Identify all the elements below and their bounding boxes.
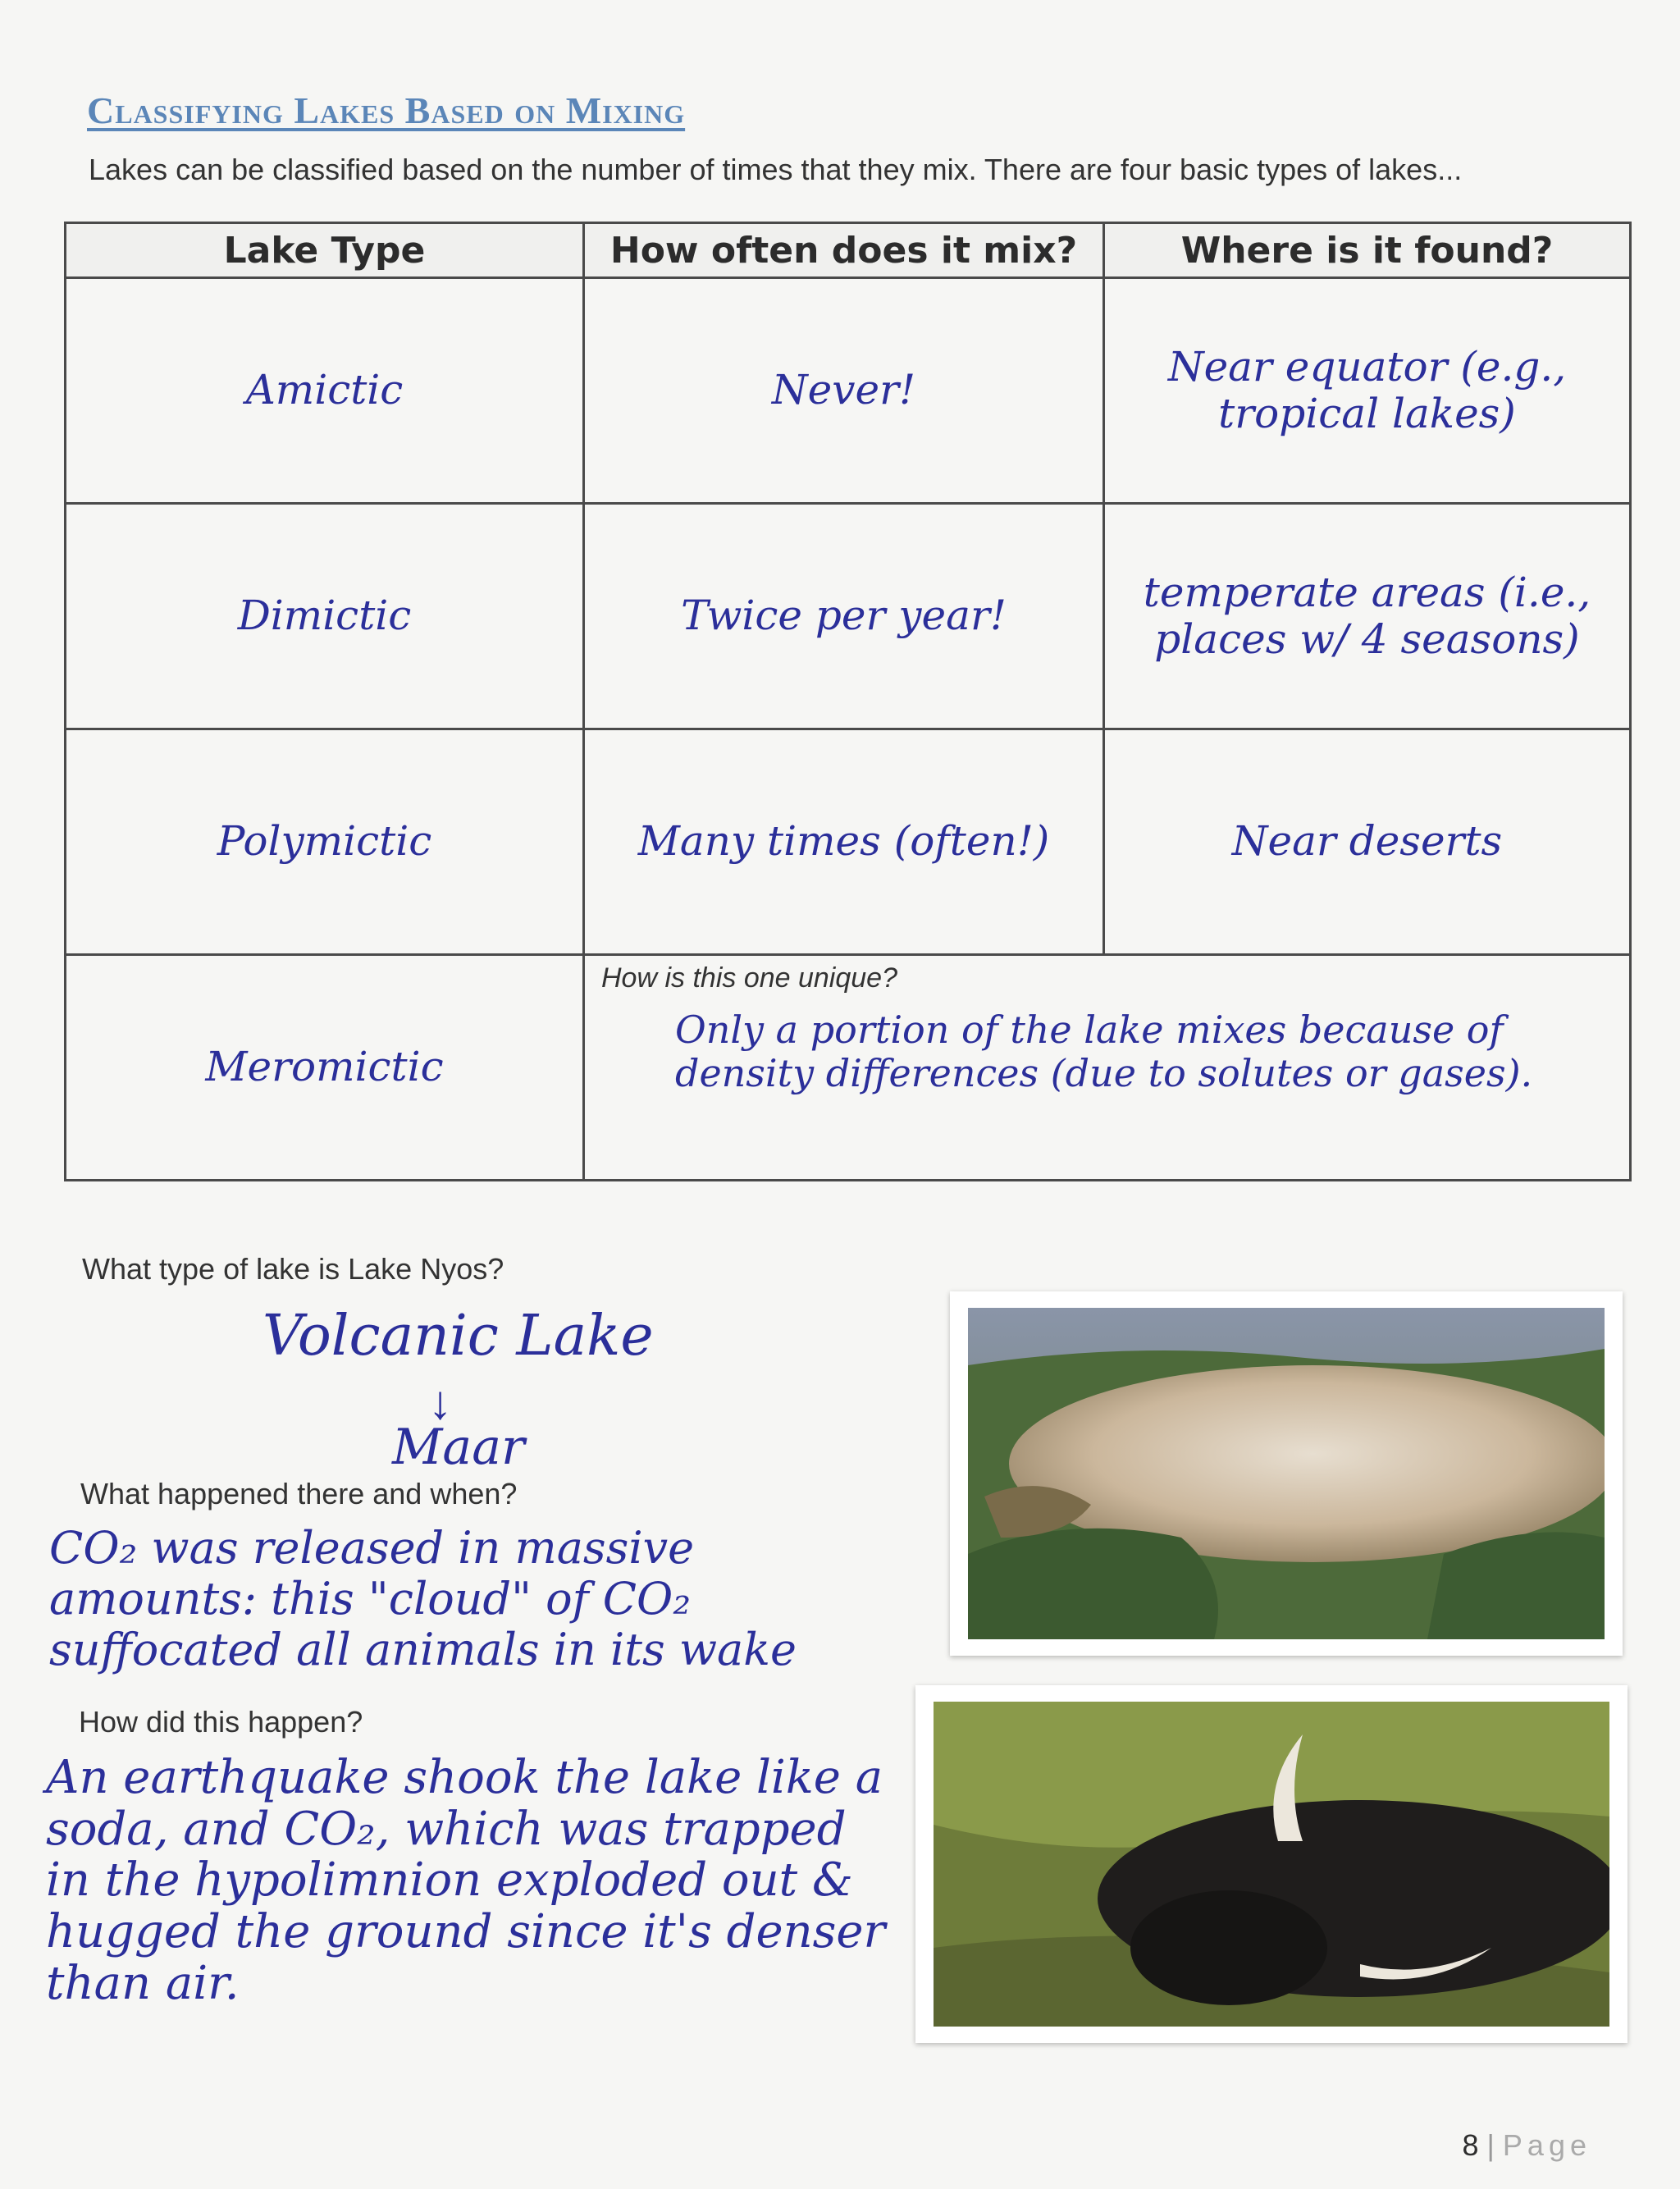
unique-answer: Only a portion of the lake mixes because of density differences (due to solutes or gases). [675,1008,1533,1095]
page-number-value: 8 [1462,2128,1479,2162]
location-cell: temperate areas (i.e., places w/ 4 seasons) [1104,504,1631,729]
mix-frequency-cell: Many times (often!) [584,729,1104,955]
column-header-mix-frequency: How often does it mix? [584,223,1104,278]
page-word: Page [1502,2128,1591,2162]
question-how-happened: How did this happen? [79,1705,363,1739]
unique-feature-cell [584,955,1631,1181]
page-number [1463,2128,1592,2163]
question-lake-type: What type of lake is Lake Nyos? [82,1252,504,1286]
location-cell: Near deserts [1104,729,1631,955]
lake-type-cell: Meromictic [66,955,584,1181]
column-header-lake-type: Lake Type [66,223,584,278]
page-number-separator: | [1486,2128,1495,2162]
table-row [66,504,1631,729]
dead-cattle-image [934,1702,1609,2027]
lake-type-cell: Dimictic [66,504,584,729]
mix-frequency-cell: Never! [584,278,1104,504]
mix-frequency-cell: Twice per year! [584,504,1104,729]
dead-cattle-photo [915,1685,1628,2043]
table-header-row [66,223,1631,278]
answer-what-happened: CO₂ was released in massive amounts: this "cloud" of CO₂ suffocated all animals in its wake [49,1522,797,1676]
location-cell: Near equator (e.g., tropical lakes) [1104,278,1631,504]
worksheet-title: Classifying Lakes Based on Mixing [87,89,686,131]
table-row [66,729,1631,955]
column-header-location: Where is it found? [1104,223,1631,278]
lake-nyos-image [968,1308,1605,1639]
worksheet-intro: Lakes can be classified based on the number of times that they mix. There are four basic types of lakes... [89,153,1463,186]
lake-classification-table [64,222,1632,1181]
down-arrow-icon: ↓ [428,1376,452,1429]
lake-type-cell: Polymictic [66,729,584,955]
lake-nyos-photo [950,1291,1623,1656]
answer-how-happened: An earthquake shook the lake like a soda, and CO₂, which was trapped in the hypolimnion exploded out & hugged the ground since it's denser than air. [46,1751,886,2010]
unique-prompt: How is this one unique? [601,962,898,994]
question-what-happened: What happened there and when? [80,1477,518,1510]
table-row-meromictic [66,955,1631,1181]
answer-lake-type: Volcanic Lake [262,1304,654,1369]
table-row [66,278,1631,504]
lake-type-cell: Amictic [66,278,584,504]
answer-lake-subtype: Maar [392,1419,525,1476]
